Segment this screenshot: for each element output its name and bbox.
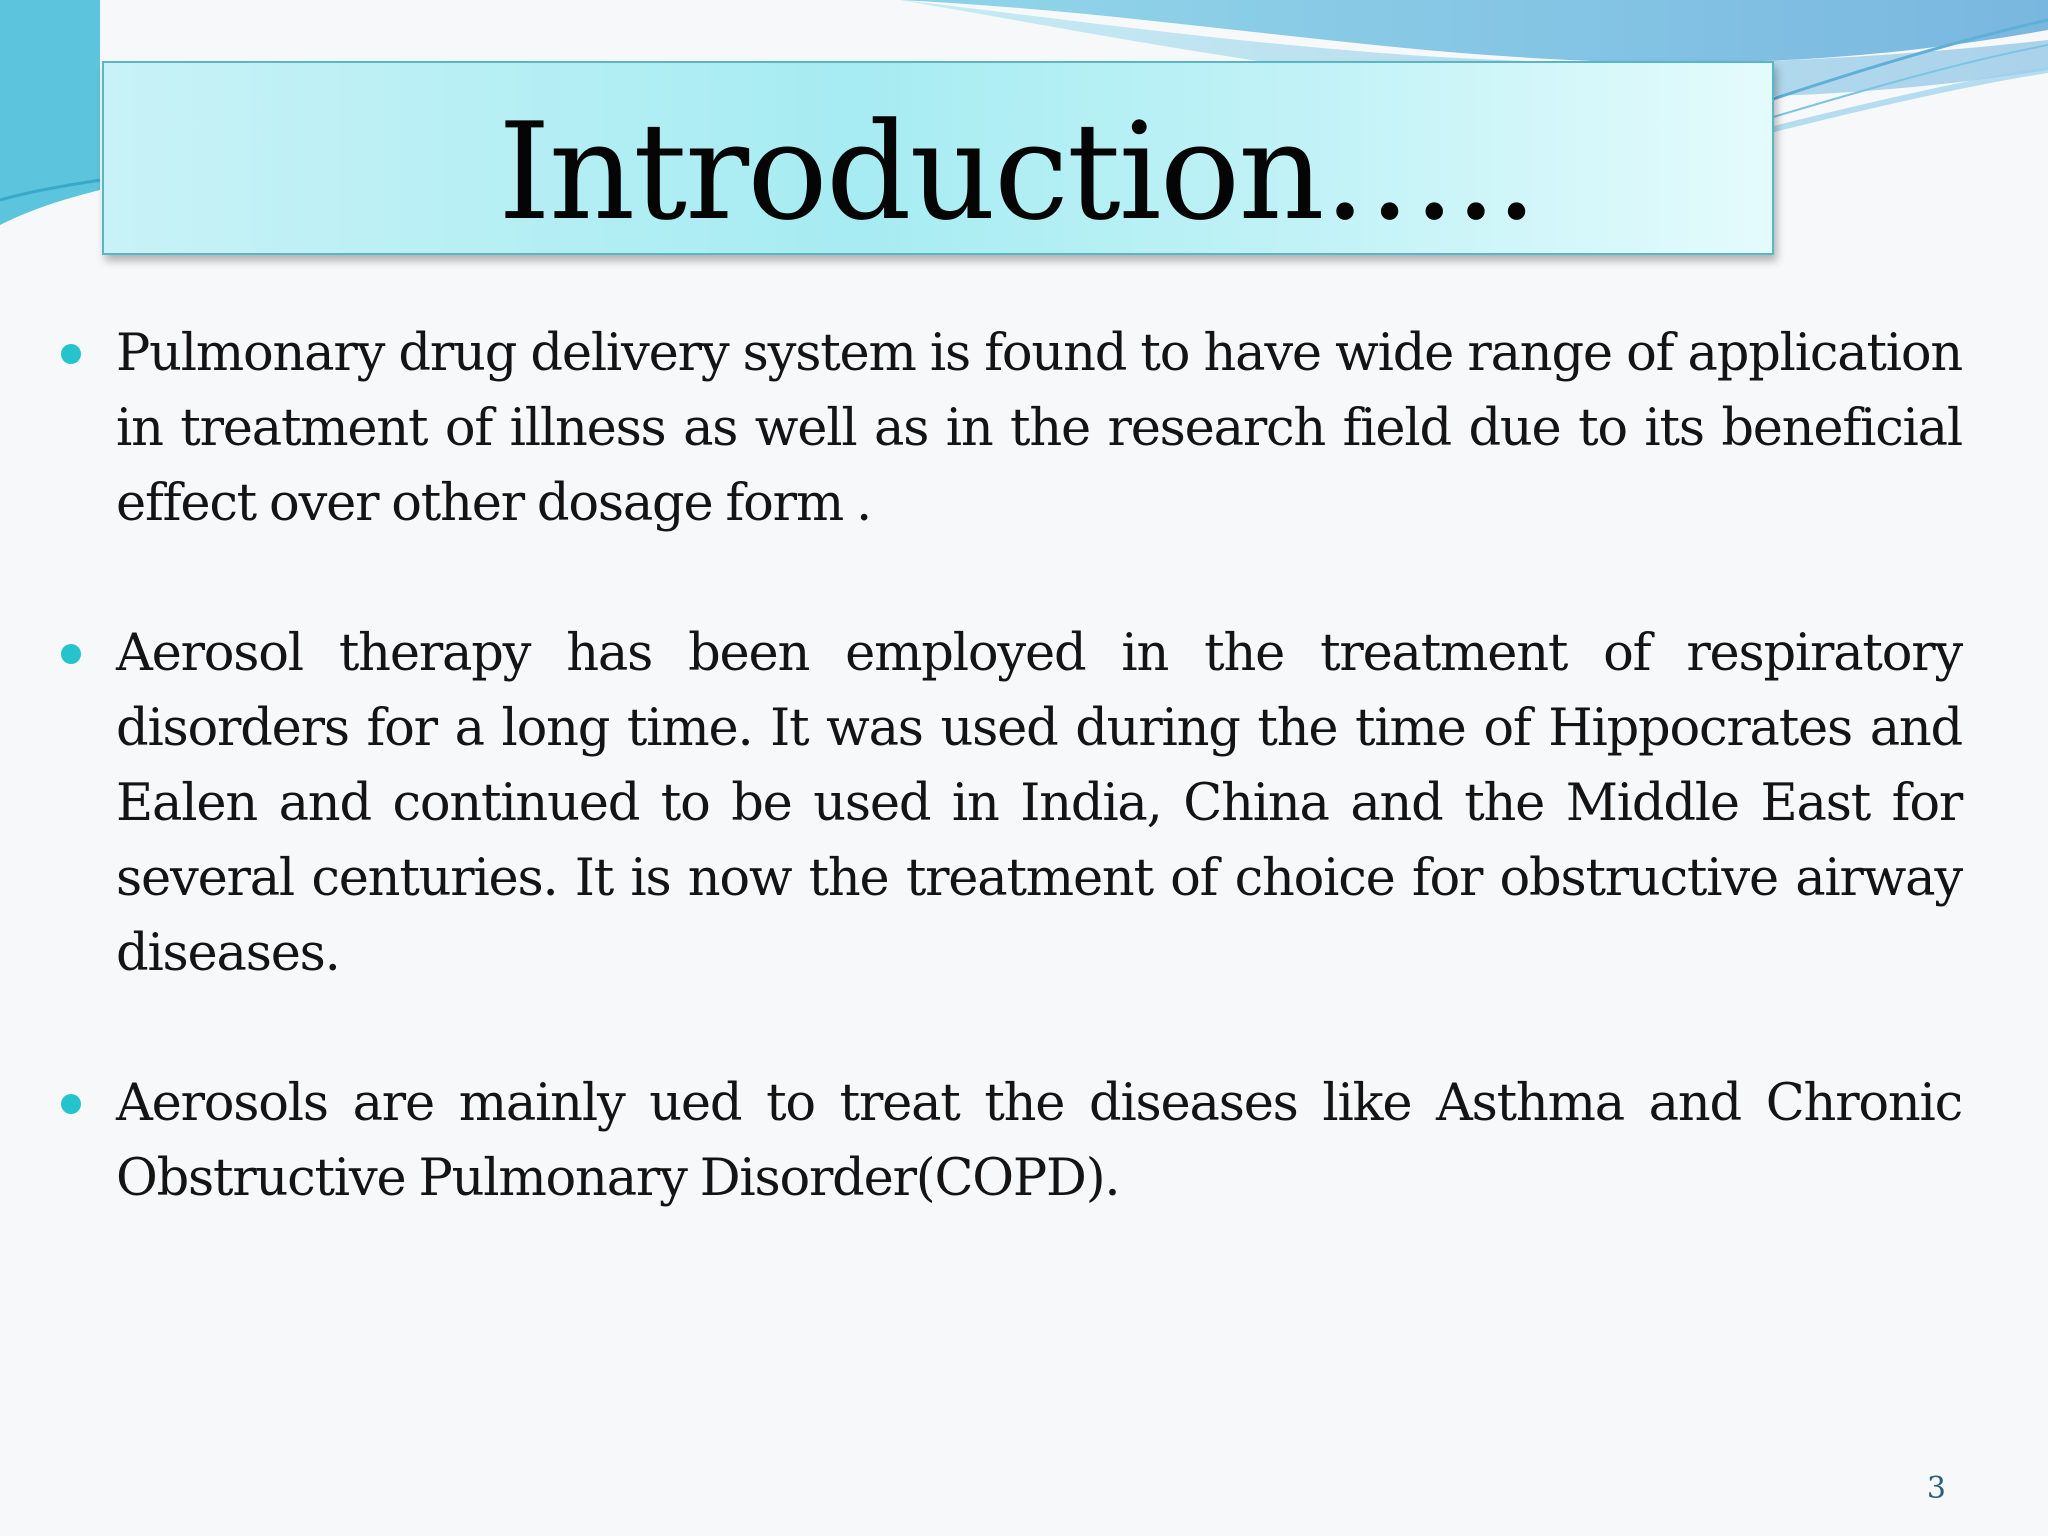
bullet-dot-icon <box>61 344 81 364</box>
bullet-dot-icon <box>61 1094 81 1114</box>
slide-title: Introduction….. <box>498 94 1536 250</box>
bullet-dot-icon <box>61 644 81 664</box>
bullet-text: Aerosol therapy has been employed in the treatment of respiratory disorders for a long time. It was used during the time of Hippocrates and Ealen and continued to be used in India, China and the Middle East for several centuries. It is now the treatment of choice for obstructive airway diseases. <box>116 624 1962 983</box>
bullet-text: Pulmonary drug delivery system is found to have wide range of application in treatment of illness as well as in the research field due to its beneficial effect over other dosage form . <box>116 324 1962 533</box>
bullet-list <box>58 316 1962 1216</box>
bullet-text: Aerosols are mainly ued to treat the diseases like Asthma and Chronic Obstructive Pulmonary Disorder(COPD). <box>116 1074 1962 1208</box>
bullet-item <box>58 316 1962 541</box>
bullet-item <box>58 616 1962 991</box>
page-number: 3 <box>1926 1471 1946 1506</box>
bullet-item <box>58 1066 1962 1216</box>
